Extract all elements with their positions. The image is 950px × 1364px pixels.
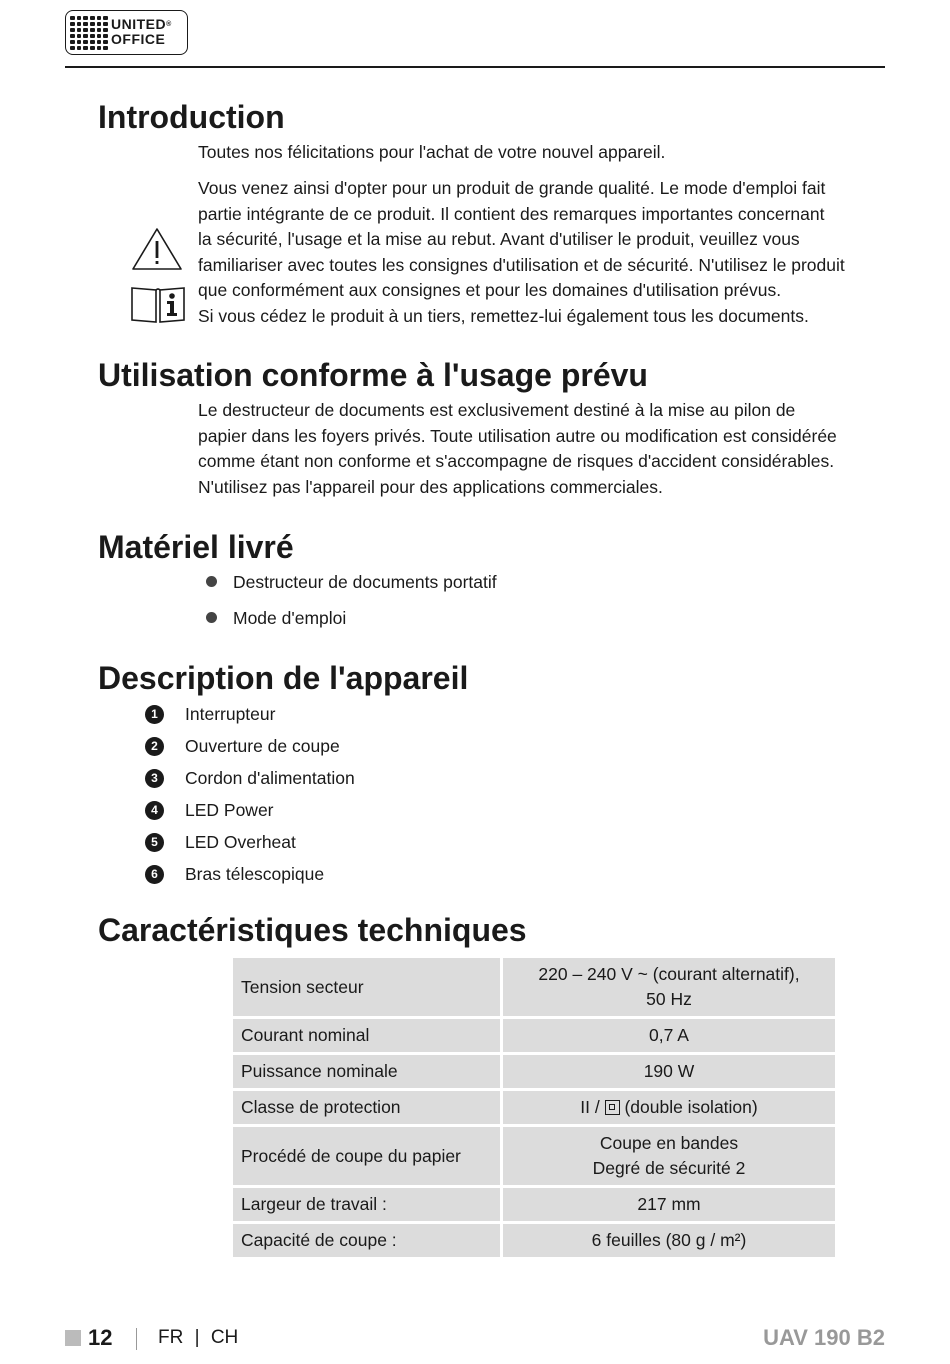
list-item bbox=[206, 606, 346, 631]
part-label: Ouverture de coupe bbox=[185, 736, 340, 756]
usage-heading: Utilisation conforme à l'usage prévu bbox=[98, 357, 648, 393]
table-row bbox=[233, 958, 835, 1019]
intro-line: Si vous cédez le produit à un tiers, remettez-lui également tous les documents. bbox=[198, 305, 809, 326]
part-label: LED Overheat bbox=[185, 832, 296, 852]
intro-line: Vous venez ainsi d'opter pour un produit de grande qualité. Le mode d'emploi fait bbox=[198, 178, 826, 198]
info-book-icon bbox=[130, 284, 186, 324]
logo-text bbox=[111, 17, 172, 47]
table-row bbox=[233, 1019, 835, 1055]
spec-value: 0,7 A bbox=[503, 1019, 835, 1055]
united-office-logo bbox=[65, 10, 188, 55]
part-label: Cordon d'alimentation bbox=[185, 768, 355, 788]
logo-registered-mark: ® bbox=[166, 21, 172, 28]
delivery-heading: Matériel livré bbox=[98, 529, 294, 565]
part-number-badge: 2 bbox=[145, 737, 164, 756]
intro-line: familiariser avec toutes les consignes d'utilisation et de sécurité. N'utilisez le produit bbox=[198, 254, 845, 275]
spec-value bbox=[503, 1091, 835, 1127]
intro-heading: Introduction bbox=[98, 99, 285, 135]
intro-para1: Toutes nos félicitations pour l'achat de votre nouvel appareil. bbox=[198, 142, 666, 162]
page-number: 12 bbox=[88, 1325, 113, 1350]
header-rule bbox=[65, 66, 885, 68]
spec-value-pre: II / bbox=[580, 1097, 605, 1117]
logo-dot-grid bbox=[70, 16, 108, 50]
bullet-icon bbox=[206, 612, 217, 623]
spec-value: 6 feuilles (80 g / m²) bbox=[503, 1224, 835, 1260]
spec-label: Classe de protection bbox=[233, 1091, 503, 1127]
footer-lang-fr: FR bbox=[158, 1327, 184, 1348]
part-label: Bras télescopique bbox=[185, 864, 325, 884]
specs-heading: Caractéristiques techniques bbox=[98, 912, 527, 948]
part-item bbox=[145, 830, 296, 854]
footer-languages: FR | CH bbox=[158, 1327, 239, 1348]
intro-line: que conformément aux consignes et pour les domaines d'utilisation prévus. bbox=[198, 280, 782, 300]
part-number-badge: 1 bbox=[145, 705, 164, 724]
part-label: LED Power bbox=[185, 800, 274, 820]
part-number-badge: 5 bbox=[145, 833, 164, 852]
part-label: Interrupteur bbox=[185, 704, 276, 724]
table-row bbox=[233, 1127, 835, 1188]
spec-value-line: Coupe en bandes bbox=[599, 1133, 739, 1153]
footer-divider bbox=[136, 1328, 137, 1350]
intro-para2 bbox=[198, 176, 863, 329]
description-heading: Description de l'appareil bbox=[98, 660, 469, 696]
part-number-badge: 3 bbox=[145, 769, 164, 788]
table-row bbox=[233, 1188, 835, 1224]
spec-label: Puissance nominale bbox=[233, 1055, 503, 1091]
usage-line: N'utilisez pas l'appareil pour des applications commerciales. bbox=[198, 476, 663, 497]
spec-label: Tension secteur bbox=[233, 958, 503, 1019]
double-insulation-icon bbox=[605, 1100, 620, 1115]
spec-value-line: Degré de sécurité 2 bbox=[592, 1158, 746, 1178]
spec-label: Largeur de travail : bbox=[233, 1188, 503, 1224]
part-number-badge: 6 bbox=[145, 865, 164, 884]
part-item bbox=[145, 798, 274, 822]
usage-line: comme étant non conforme et s'accompagne de risques d'accident considérables. bbox=[198, 451, 835, 471]
spec-value bbox=[503, 958, 835, 1019]
table-row bbox=[233, 1224, 835, 1260]
spec-label: Procédé de coupe du papier bbox=[233, 1127, 503, 1188]
specs-table bbox=[233, 958, 835, 1260]
footer-lang-ch: CH bbox=[210, 1327, 239, 1348]
table-row bbox=[233, 1055, 835, 1091]
list-item-label: Mode d'emploi bbox=[233, 608, 347, 628]
usage-para bbox=[198, 398, 863, 500]
table-row bbox=[233, 1091, 835, 1127]
logo-line1: UNITED bbox=[111, 16, 167, 32]
spec-value-line: 50 Hz bbox=[646, 989, 692, 1009]
bullet-icon bbox=[206, 576, 217, 587]
part-item bbox=[145, 702, 275, 726]
spec-value-post: (double isolation) bbox=[619, 1097, 758, 1117]
warning-triangle-icon bbox=[130, 226, 184, 272]
footer-square-icon bbox=[65, 1330, 81, 1346]
intro-line: partie intégrante de ce produit. Il contient des remarques importantes concernant bbox=[198, 203, 825, 224]
model-number: UAV 190 B2 bbox=[763, 1325, 885, 1350]
part-item bbox=[145, 862, 324, 886]
list-item-label: Destructeur de documents portatif bbox=[233, 572, 497, 592]
spec-label: Courant nominal bbox=[233, 1019, 503, 1055]
intro-line: la sécurité, l'usage et la mise au rebut. Avant d'utiliser le produit, veuillez vous bbox=[198, 229, 800, 249]
usage-line: papier dans les foyers privés. Toute utilisation autre ou modification est considérée bbox=[198, 425, 837, 446]
logo-line2: OFFICE bbox=[111, 31, 166, 47]
spec-value bbox=[503, 1127, 835, 1188]
list-item bbox=[206, 570, 497, 595]
part-number-badge: 4 bbox=[145, 801, 164, 820]
spec-label: Capacité de coupe : bbox=[233, 1224, 503, 1260]
part-item bbox=[145, 734, 340, 758]
part-item bbox=[145, 766, 355, 790]
spec-value-line: 220 – 240 V ~ (courant alternatif), bbox=[538, 964, 800, 984]
usage-line: Le destructeur de documents est exclusivement destiné à la mise au pilon de bbox=[198, 400, 796, 420]
spec-value: 190 W bbox=[503, 1055, 835, 1091]
spec-value: 217 mm bbox=[503, 1188, 835, 1224]
